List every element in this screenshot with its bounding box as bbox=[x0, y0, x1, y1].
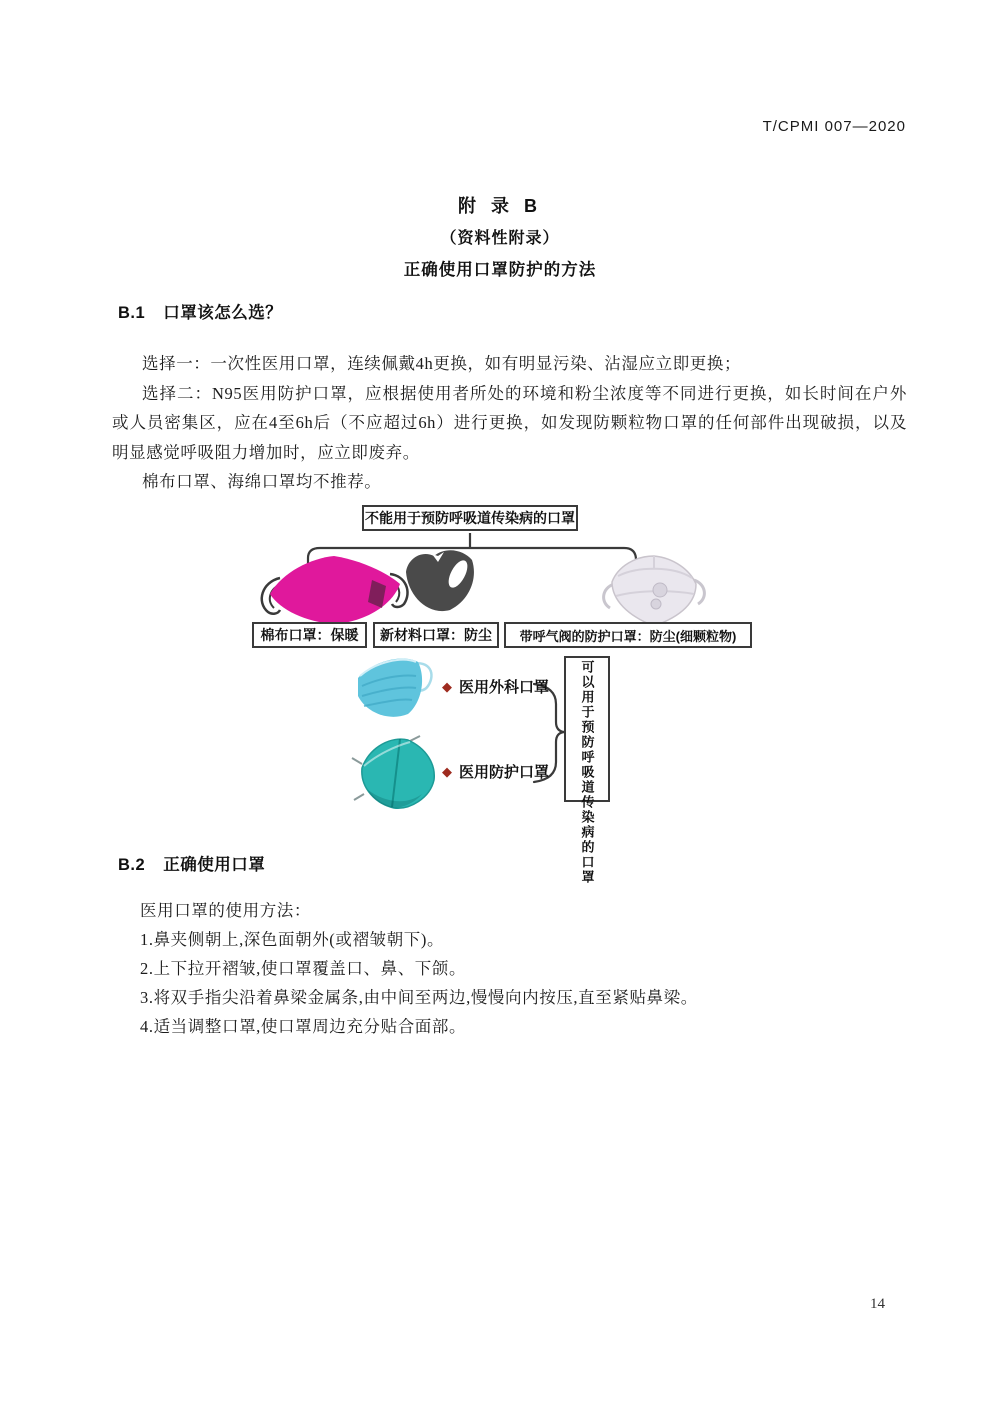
cotton-mask-label: 棉布口罩：保暖 bbox=[252, 622, 367, 648]
page-number: 14 bbox=[870, 1296, 885, 1312]
paragraph: 棉布口罩、海绵口罩均不推荐。 bbox=[142, 472, 382, 491]
section-b2-steps bbox=[112, 896, 907, 1041]
protective-mask-item bbox=[442, 761, 549, 782]
section-b2-title: 正确使用口罩 bbox=[163, 856, 266, 874]
suitable-masks-box-text: 可以用于预防呼吸道传染病的口罩 bbox=[579, 660, 595, 885]
standard-code: T/CPMI 007—2020 bbox=[762, 118, 906, 135]
section-b2-number: B.2 bbox=[118, 856, 146, 874]
not-suitable-masks-box: 不能用于预防呼吸道传染病的口罩 bbox=[362, 505, 578, 531]
surgical-mask-image bbox=[350, 652, 438, 730]
section-b2-heading bbox=[118, 851, 265, 875]
step-item: 4.适当调整口罩,使口罩周边充分贴合面部。 bbox=[140, 1017, 467, 1036]
section-b1-title: 口罩该怎么选？ bbox=[163, 304, 283, 322]
surgical-mask-item bbox=[442, 676, 549, 697]
section-b1-paragraphs bbox=[112, 349, 907, 497]
diamond-bullet-icon: ◆ bbox=[442, 679, 452, 694]
protective-mask-item-label: 医用防护口罩 bbox=[459, 764, 550, 781]
section-b1-number: B.1 bbox=[118, 304, 146, 322]
protective-mask-image bbox=[348, 728, 444, 816]
step-item: 2.上下拉开褶皱,使口罩覆盖口、鼻、下颌。 bbox=[140, 959, 467, 978]
cotton-mask-image bbox=[252, 546, 417, 631]
appendix-subtitle: （资料性附录） bbox=[440, 230, 560, 247]
step-item: 1.鼻夹侧朝上,深色面朝外(或褶皱朝下)。 bbox=[140, 930, 445, 949]
new-material-mask-label: 新材料口罩：防尘 bbox=[373, 622, 499, 648]
appendix-title: 附 录 B bbox=[457, 196, 542, 216]
suitable-masks-box bbox=[564, 656, 610, 885]
mask-diagram bbox=[242, 500, 772, 885]
paragraph: 选择二：N95医用防护口罩，应根据使用者所处的环境和粉尘浓度等不同进行更换，如长时间在户外或人员密集区，应在4至6h后（不应超过6h）进行更换，如发现防颗粒物口罩的任何部件出现破损，以及明显感觉呼吸阻力增加时，应立即废弃。 bbox=[112, 383, 907, 462]
valve-mask-image bbox=[598, 550, 710, 632]
surgical-mask-item-label: 医用外科口罩 bbox=[459, 679, 550, 696]
appendix-topic: 正确使用口罩防护的方法 bbox=[403, 261, 597, 279]
paragraph: 选择一：一次性医用口罩，连续佩戴4h更换，如有明显污染、沾湿应立即更换； bbox=[142, 354, 742, 373]
valve-mask-label: 带呼气阀的防护口罩：防尘(细颗粒物) bbox=[504, 622, 752, 648]
appendix-title-block bbox=[0, 192, 1000, 280]
diamond-bullet-icon: ◆ bbox=[442, 764, 452, 779]
section-b1-heading bbox=[118, 299, 282, 323]
step-item: 3.将双手指尖沿着鼻梁金属条,由中间至两边,慢慢向内按压,直至紧贴鼻梁。 bbox=[140, 988, 698, 1007]
steps-intro: 医用口罩的使用方法： bbox=[140, 901, 311, 920]
new-material-mask-image bbox=[398, 548, 486, 620]
